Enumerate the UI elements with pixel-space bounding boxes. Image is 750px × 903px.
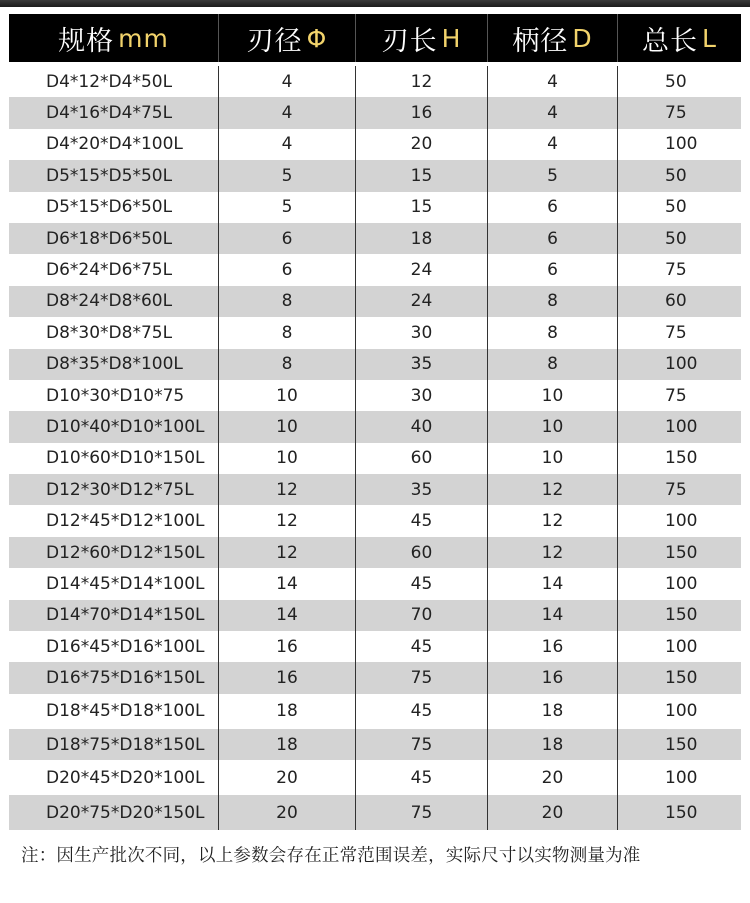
cell-blade-diameter: 5 — [219, 160, 356, 191]
cell-total-length: 75 — [665, 322, 687, 343]
cell-total-length: 100 — [665, 416, 698, 437]
cell-total-length: 100 — [665, 573, 698, 594]
cell-shank-diameter: 8 — [488, 349, 618, 380]
cell-blade-length: 75 — [356, 795, 488, 830]
cell-spec: D12*60*D12*150L — [9, 537, 219, 568]
cell-total-length: 50 — [665, 165, 687, 186]
table-row — [9, 66, 741, 97]
cell-spec: D5*15*D6*50L — [9, 192, 219, 223]
table-row — [9, 317, 741, 348]
cell-blade-length: 15 — [356, 160, 488, 191]
cell-shank-diameter: 4 — [488, 66, 618, 97]
cell-spec: D16*75*D16*150L — [9, 662, 219, 693]
cell-blade-diameter: 4 — [219, 66, 356, 97]
cell-total-length: 150 — [665, 668, 698, 689]
cell-blade-diameter: 20 — [219, 760, 356, 795]
cell-blade-length: 45 — [356, 760, 488, 795]
table-row — [9, 729, 741, 760]
table-row — [9, 443, 741, 474]
cell-spec: D10*30*D10*75 — [9, 380, 219, 411]
cell-total-length: 60 — [665, 291, 687, 312]
cell-total-length: 75 — [665, 103, 687, 124]
cell-total-length: 75 — [665, 385, 687, 406]
cell-total-length: 75 — [665, 260, 687, 281]
cell-blade-diameter: 6 — [219, 254, 356, 285]
cell-blade-diameter: 12 — [219, 505, 356, 536]
cell-spec: D14*45*D14*100L — [9, 568, 219, 599]
header-blade-length-label: 刃长 — [381, 25, 438, 57]
table-row — [9, 223, 741, 254]
header-spec — [9, 14, 219, 62]
cell-spec: D4*16*D4*75L — [9, 97, 219, 128]
cell-shank-diameter: 10 — [488, 380, 618, 411]
cell-blade-length: 30 — [356, 380, 488, 411]
cell-blade-length: 60 — [356, 443, 488, 474]
cell-spec: D8*30*D8*75L — [9, 317, 219, 348]
cell-spec: D18*75*D18*150L — [9, 729, 219, 760]
cell-shank-diameter: 8 — [488, 286, 618, 317]
table-row — [9, 192, 741, 223]
cell-shank-diameter: 20 — [488, 760, 618, 795]
cell-blade-length: 30 — [356, 317, 488, 348]
table-row — [9, 568, 741, 599]
cell-shank-diameter: 10 — [488, 411, 618, 442]
cell-spec: D6*24*D6*75L — [9, 254, 219, 285]
cell-blade-length: 45 — [356, 568, 488, 599]
cell-blade-length: 15 — [356, 192, 488, 223]
header-spec-unit: mm — [118, 23, 169, 53]
cell-blade-diameter: 18 — [219, 694, 356, 729]
header-shank-diameter — [488, 14, 618, 62]
cell-blade-diameter: 12 — [219, 474, 356, 505]
cell-shank-diameter: 5 — [488, 160, 618, 191]
cell-total-length: 150 — [665, 605, 698, 626]
cell-blade-diameter: 16 — [219, 662, 356, 693]
cell-shank-diameter: 4 — [488, 129, 618, 160]
cell-shank-diameter: 18 — [488, 729, 618, 760]
header-total-length — [618, 14, 741, 62]
table-row — [9, 537, 741, 568]
table-row — [9, 760, 741, 795]
cell-shank-diameter: 14 — [488, 600, 618, 631]
cell-spec: D6*18*D6*50L — [9, 223, 219, 254]
cell-blade-length: 45 — [356, 694, 488, 729]
cell-total-length: 50 — [665, 228, 687, 249]
cell-spec: D4*12*D4*50L — [9, 66, 219, 97]
header-spec-label: 规格 — [58, 25, 115, 57]
header-total-length-label: 总长 — [642, 25, 699, 57]
table-row — [9, 97, 741, 128]
cell-blade-diameter: 16 — [219, 631, 356, 662]
cell-blade-length: 24 — [356, 286, 488, 317]
cell-spec: D12*30*D12*75L — [9, 474, 219, 505]
cell-blade-diameter: 8 — [219, 286, 356, 317]
cell-blade-diameter: 6 — [219, 223, 356, 254]
table-row — [9, 254, 741, 285]
header-shank-diameter-label: 柄径 — [512, 25, 569, 57]
cell-spec: D20*75*D20*150L — [9, 795, 219, 830]
cell-shank-diameter: 12 — [488, 505, 618, 536]
cell-blade-length: 24 — [356, 254, 488, 285]
cell-spec: D8*35*D8*100L — [9, 349, 219, 380]
cell-total-length: 150 — [665, 802, 698, 823]
cell-spec: D4*20*D4*100L — [9, 129, 219, 160]
cell-shank-diameter: 12 — [488, 537, 618, 568]
cell-total-length: 150 — [665, 734, 698, 755]
cell-total-length: 150 — [665, 448, 698, 469]
cell-shank-diameter: 10 — [488, 443, 618, 474]
cell-total-length: 75 — [665, 479, 687, 500]
table-row — [9, 631, 741, 662]
table-row — [9, 411, 741, 442]
table-row — [9, 160, 741, 191]
cell-shank-diameter: 18 — [488, 694, 618, 729]
cell-shank-diameter: 6 — [488, 254, 618, 285]
cell-total-length: 50 — [665, 71, 687, 92]
header-blade-length-unit: H — [441, 23, 462, 53]
cell-spec: D8*24*D8*60L — [9, 286, 219, 317]
table-row — [9, 129, 741, 160]
cell-total-length: 100 — [665, 511, 698, 532]
cell-blade-length: 18 — [356, 223, 488, 254]
cell-total-length: 100 — [665, 767, 698, 788]
table-row — [9, 474, 741, 505]
cell-blade-length: 75 — [356, 662, 488, 693]
cell-blade-length: 12 — [356, 66, 488, 97]
cell-total-length: 100 — [665, 636, 698, 657]
cell-blade-diameter: 8 — [219, 317, 356, 348]
cell-blade-length: 60 — [356, 537, 488, 568]
cell-shank-diameter: 12 — [488, 474, 618, 505]
cell-total-length: 100 — [665, 701, 698, 722]
spec-table-body — [9, 66, 741, 830]
cell-total-length: 50 — [665, 197, 687, 218]
cell-shank-diameter: 16 — [488, 662, 618, 693]
header-shank-diameter-unit: D — [572, 23, 593, 53]
cell-shank-diameter: 14 — [488, 568, 618, 599]
cell-blade-length: 75 — [356, 729, 488, 760]
cell-blade-diameter: 14 — [219, 568, 356, 599]
cell-spec: D10*60*D10*150L — [9, 443, 219, 474]
cell-total-length: 100 — [665, 134, 698, 155]
cell-blade-length: 35 — [356, 349, 488, 380]
cell-blade-diameter: 18 — [219, 729, 356, 760]
cell-shank-diameter: 8 — [488, 317, 618, 348]
header-blade-length — [356, 14, 488, 62]
cell-blade-diameter: 4 — [219, 129, 356, 160]
cell-spec: D5*15*D5*50L — [9, 160, 219, 191]
cell-blade-length: 45 — [356, 631, 488, 662]
cell-total-length: 100 — [665, 354, 698, 375]
cell-shank-diameter: 20 — [488, 795, 618, 830]
table-row — [9, 505, 741, 536]
cell-blade-length: 45 — [356, 505, 488, 536]
table-row — [9, 600, 741, 631]
cell-blade-length: 16 — [356, 97, 488, 128]
cell-shank-diameter: 4 — [488, 97, 618, 128]
table-row — [9, 349, 741, 380]
cell-blade-diameter: 12 — [219, 537, 356, 568]
table-row — [9, 795, 741, 830]
cell-blade-diameter: 10 — [219, 411, 356, 442]
cell-spec: D14*70*D14*150L — [9, 600, 219, 631]
table-row — [9, 694, 741, 729]
cell-blade-diameter: 10 — [219, 443, 356, 474]
cell-blade-length: 35 — [356, 474, 488, 505]
cell-blade-length: 20 — [356, 129, 488, 160]
cell-blade-diameter: 5 — [219, 192, 356, 223]
header-total-length-unit: L — [702, 23, 717, 53]
cell-shank-diameter: 16 — [488, 631, 618, 662]
cell-blade-length: 70 — [356, 600, 488, 631]
cell-spec: D12*45*D12*100L — [9, 505, 219, 536]
footnote: 注：因生产批次不同，以上参数会存在正常范围误差，实际尺寸以实物测量为准 — [21, 846, 641, 866]
cell-spec: D16*45*D16*100L — [9, 631, 219, 662]
cell-blade-length: 40 — [356, 411, 488, 442]
cell-blade-diameter: 20 — [219, 795, 356, 830]
cell-blade-diameter: 10 — [219, 380, 356, 411]
cell-spec: D10*40*D10*100L — [9, 411, 219, 442]
cell-spec: D18*45*D18*100L — [9, 694, 219, 729]
cell-total-length: 150 — [665, 542, 698, 563]
table-row — [9, 662, 741, 693]
table-row — [9, 286, 741, 317]
cell-shank-diameter: 6 — [488, 223, 618, 254]
cell-spec: D20*45*D20*100L — [9, 760, 219, 795]
cell-blade-diameter: 14 — [219, 600, 356, 631]
table-row — [9, 380, 741, 411]
header-blade-diameter-label: 刃径 — [246, 25, 303, 57]
table-header — [9, 14, 741, 62]
header-blade-diameter — [219, 14, 356, 62]
header-blade-diameter-unit: Φ — [306, 23, 328, 53]
cell-shank-diameter: 6 — [488, 192, 618, 223]
cell-blade-diameter: 8 — [219, 349, 356, 380]
top-border — [0, 0, 750, 7]
cell-blade-diameter: 4 — [219, 97, 356, 128]
